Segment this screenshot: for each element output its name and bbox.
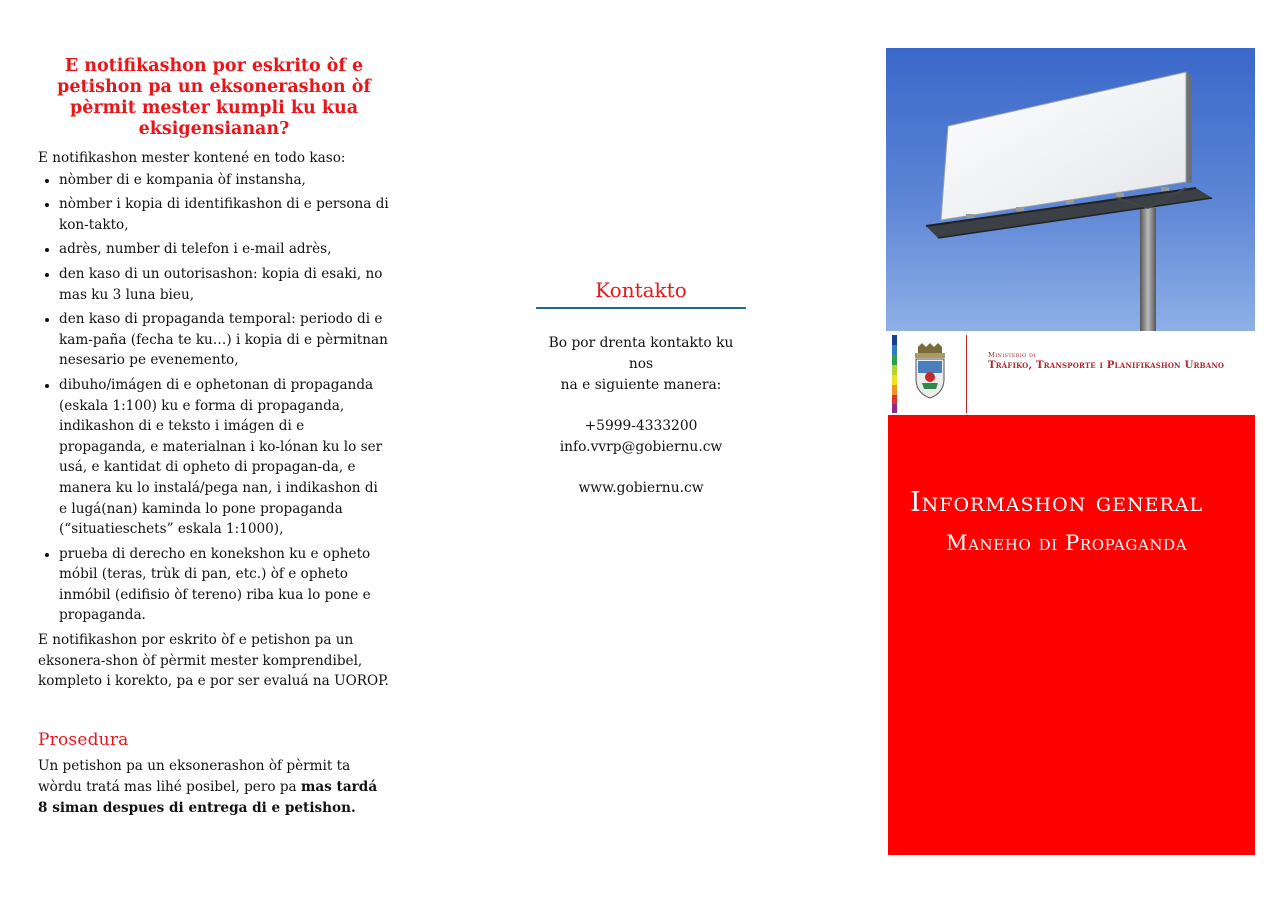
divider bbox=[966, 335, 967, 413]
list-item: • nòmber i kopia di identifikashon di e persona di kon-takto, bbox=[59, 194, 390, 235]
list-item: • prueba di derecho en konekshon ku e opheto móbil (teras, trùk di pan, etc.) òf e opheto inmóbil (edifisio òf tereno) riba kua lo pone e propaganda. bbox=[59, 544, 390, 626]
list-item: • nòmber di e kompania òf instansha, bbox=[59, 170, 390, 191]
procedure-heading: Prosedura bbox=[38, 729, 129, 750]
procedure-text bbox=[38, 756, 390, 818]
cover-title: Informashon general bbox=[910, 487, 1204, 518]
billboard-illustration bbox=[886, 48, 1255, 331]
requirements-closing: E notifikashon por eskrito òf e petishon pa un eksonera-shon òf pèrmit mester komprendibel, kompleto i korekto, pa e por ser evaluá na UOROP. bbox=[38, 632, 389, 690]
list-item: • den kaso di un outorisashon: kopia di esaki, no mas ku 3 luna bieu, bbox=[59, 264, 390, 305]
list-item: • den kaso di propaganda temporal: periodo di e kam-paña (fecha te ku…) i kopia di e pèrmitnan nesesario pe evenemento, bbox=[59, 309, 390, 371]
list-item: • adrès, number di telefon i e-mail adrès, bbox=[59, 239, 390, 260]
cover-panel bbox=[888, 415, 1255, 855]
color-bar bbox=[892, 335, 897, 413]
coat-of-arms-icon bbox=[912, 343, 948, 399]
contact-website: www.gobiernu.cw bbox=[578, 480, 704, 496]
requirements-list bbox=[38, 170, 390, 626]
contact-intro bbox=[536, 333, 746, 396]
contact-line-2: na e siguiente manera: bbox=[560, 377, 722, 393]
contact-section bbox=[536, 280, 746, 499]
ministry-strip bbox=[886, 333, 1255, 413]
requirements-heading: E notifikashon por eskrito òf e petishon pa un eksonerashon òf pèrmit mester kumpli ku kua eksigensianan? bbox=[57, 56, 371, 139]
procedure-text-bold: mas tardá 8 siman despues di entrega di e petishon. bbox=[38, 779, 378, 816]
requirements-intro: E notifikashon mester kontené en todo kaso: bbox=[38, 150, 346, 166]
ministry-name: Tráfiko, Transporte i Planifikashon Urbano bbox=[988, 359, 1225, 371]
contact-line-1: Bo por drenta kontakto ku nos bbox=[548, 335, 734, 372]
contact-phone: +5999-4333200 bbox=[584, 418, 698, 434]
requirements-section bbox=[38, 56, 390, 818]
procedure-text-regular: Un petishon pa un eksonerashon òf pèrmit ta wòrdu tratá mas lihé posibel, pero pa bbox=[38, 758, 351, 796]
contact-details bbox=[536, 416, 746, 458]
billboard-photo bbox=[886, 48, 1255, 331]
contact-email: info.vvrp@gobiernu.cw bbox=[559, 439, 723, 455]
contact-heading: Kontakto bbox=[536, 280, 746, 309]
list-item: • dibuho/imágen di e ophetonan di propaganda (eskala 1:100) ku e forma di propaganda, indikashon di e teksto i imágen di e propaganda, e materialnan i ko-lónan ku lo ser usá, e kantidat di opheto di propagan-da, e manera ku lo instalá/pega nan, i indikashon di e lugá(nan) kaminda lo pone propaganda (“situatieschets” eskala 1:1000), bbox=[59, 375, 390, 540]
cover-subtitle: Maneho di Propaganda bbox=[946, 531, 1188, 555]
ministry-label-small: Ministerio di bbox=[988, 351, 1036, 359]
